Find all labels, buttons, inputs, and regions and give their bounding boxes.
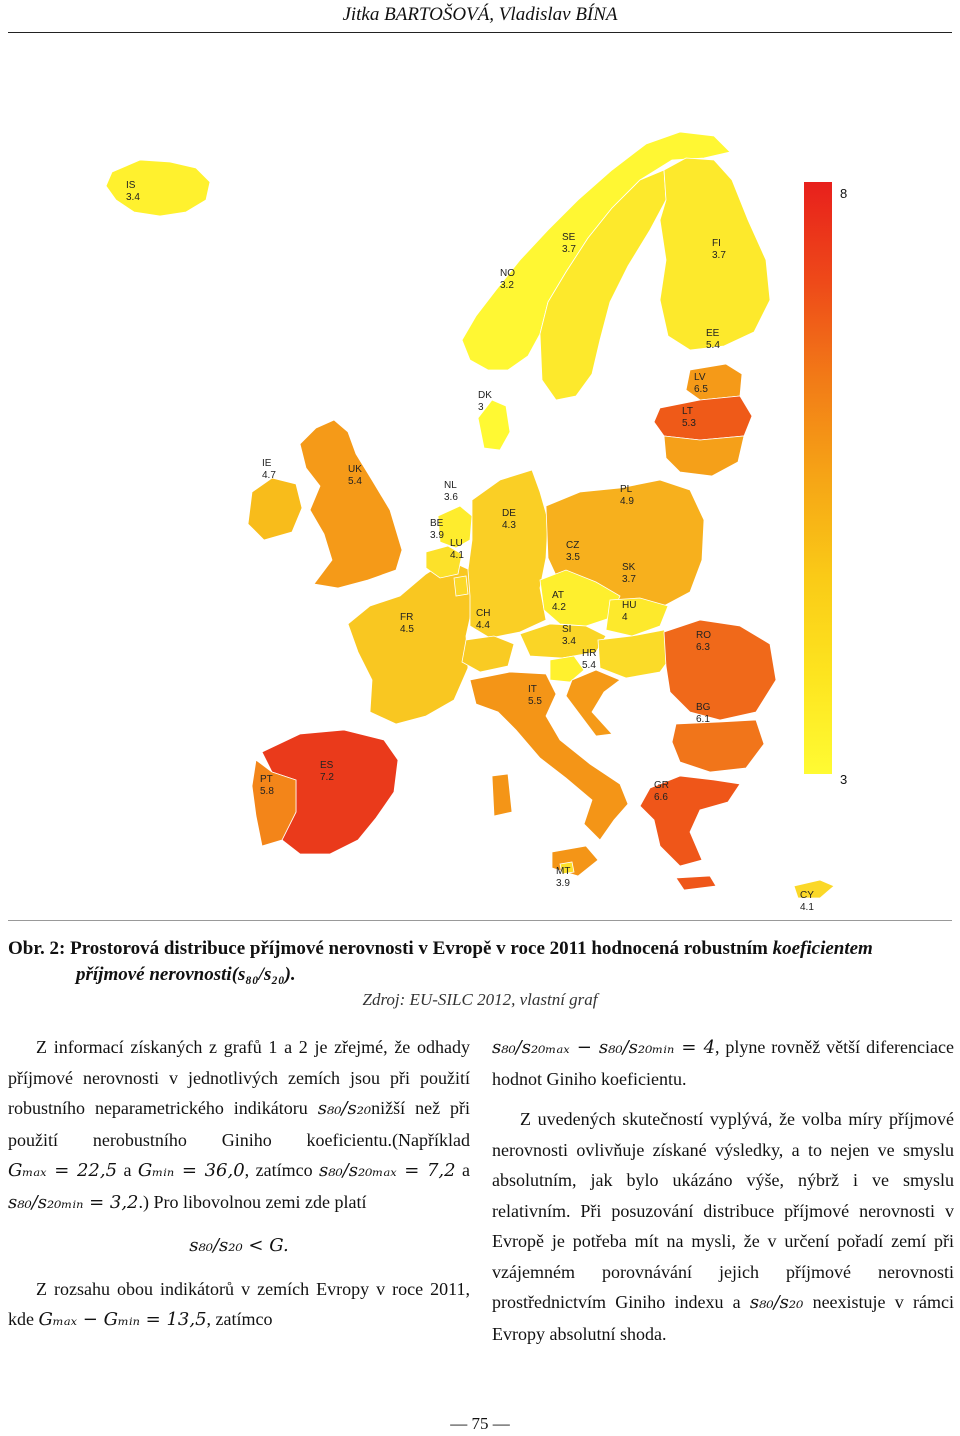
legend-max-label: 8 xyxy=(840,186,848,201)
label-EE xyxy=(706,328,720,351)
label-PT xyxy=(260,774,274,797)
text-run: a xyxy=(455,1160,471,1180)
label-IE xyxy=(262,458,276,481)
country-code-text: CY xyxy=(800,890,814,901)
country-code-text: EE xyxy=(706,328,720,339)
label-NO xyxy=(500,268,515,291)
country-value-text: 5.5 xyxy=(528,696,542,707)
figure-source: Zdroj: EU-SILC 2012, vlastní graf xyxy=(362,990,598,1009)
country-code-text: BE xyxy=(430,518,444,529)
country-code-text: DK xyxy=(478,390,492,401)
country-code-text: IS xyxy=(126,180,136,191)
country-code-text: NO xyxy=(500,268,515,279)
country-value-text: 4.1 xyxy=(800,902,814,913)
text-run: , plyne rovněž větší diferenciace hodnot Giniho koeficientu. xyxy=(492,1037,954,1089)
country-code-text: PL xyxy=(620,484,633,495)
country-code-text: UK xyxy=(348,464,362,475)
country-code-text: ES xyxy=(320,760,334,771)
label-RO xyxy=(696,630,711,653)
country-code-text: SK xyxy=(622,562,636,573)
math-ratio: s₈₀/s₂₀ xyxy=(317,1098,372,1119)
country-CH xyxy=(462,636,514,672)
country-value-text: 6.6 xyxy=(654,792,668,803)
country-value-text: 3.4 xyxy=(126,192,140,203)
label-MT xyxy=(556,866,570,889)
text-run: a xyxy=(117,1160,138,1180)
caption-ratio: (s₈₀/s₂₀). xyxy=(231,964,296,985)
label-DE xyxy=(502,508,516,531)
label-UK xyxy=(348,464,362,487)
label-HR xyxy=(582,648,596,671)
country-BG xyxy=(672,720,764,772)
country-value-text: 4 xyxy=(622,612,628,623)
country-code-text: AT xyxy=(552,590,565,601)
country-value-text: 6.1 xyxy=(696,714,710,725)
country-code-text: FR xyxy=(400,612,414,623)
country-value-text: 4.7 xyxy=(262,470,276,481)
math-ratio-range: s₈₀/s₂₀ₘₐₓ − s₈₀/s₂₀ₘᵢₙ = 4 xyxy=(492,1037,716,1058)
math-ratio-min: s₈₀/s₂₀ₘᵢₙ = 3,2 xyxy=(8,1191,139,1213)
country-value-text: 3.9 xyxy=(430,530,444,541)
country-HR xyxy=(566,670,620,736)
country-value-text: 7.2 xyxy=(320,772,334,783)
label-BE xyxy=(430,518,444,541)
country-value-text: 3.7 xyxy=(562,244,576,255)
text-run: .) Pro libovolnou zemi zde platí xyxy=(138,1191,367,1212)
country-code-text: FI xyxy=(712,238,721,249)
label-SK xyxy=(622,562,636,585)
legend-color-bar xyxy=(804,182,832,774)
country-code-text: HR xyxy=(582,648,597,659)
label-CY xyxy=(800,890,814,913)
label-ES xyxy=(320,760,334,783)
country-LT xyxy=(664,436,744,476)
country-value-text: 6.3 xyxy=(696,642,710,653)
math-gini-range: Gₘₐₓ − Gₘᵢₙ = 13,5 xyxy=(38,1309,207,1330)
country-value-text: 3.2 xyxy=(500,280,514,291)
country-code-text: SE xyxy=(562,232,576,243)
country-code-text: CZ xyxy=(566,540,580,551)
country-code-text: BG xyxy=(696,702,711,713)
country-value-text: 4.3 xyxy=(502,520,516,531)
country-code-text: IT xyxy=(528,684,537,695)
country-LU xyxy=(454,576,468,596)
country-code-text: LT xyxy=(682,406,693,417)
country-SK xyxy=(606,598,668,636)
label-BG xyxy=(696,702,711,725)
label-LU xyxy=(450,538,464,561)
country-value-text: 5.8 xyxy=(260,786,274,797)
math-ratio: s₈₀/s₂₀ xyxy=(749,1292,804,1313)
text-run: neexistuje v rámci Evropy absolutní shoda. xyxy=(492,1292,954,1344)
label-CH xyxy=(476,608,490,631)
country-code-text: DE xyxy=(502,508,516,519)
country-value-text: 5.4 xyxy=(706,340,720,351)
country-value-text: 3.9 xyxy=(556,878,570,889)
caption-line2: příjmové nerovnosti xyxy=(76,964,232,985)
country-IT xyxy=(470,672,628,876)
country-code-text: RO xyxy=(696,630,711,641)
country-code-text: GR xyxy=(654,780,669,791)
text-run: Z uvedených skutečností vyplývá, že volba míry příjmové nerovnosti ovlivňuje získané výsledky, a to nejen ve smyslu absolutním, jak bylo ukázáno výše, nýbrž i ve smyslu relativním. Při posuzování distribuce příjmové nerovnosti v Evropě je potřeba mít na mysli, že v určení pořadí zemí při vzájemném porovnávání jejich příjmové nerovnosti prostřednictvím Giniho indexu a xyxy=(492,1109,954,1312)
country-value-text: 3.7 xyxy=(622,574,636,585)
centered-inequality xyxy=(8,1230,470,1262)
country-code-text: SI xyxy=(562,624,572,635)
text-run: nižší než při použití nerobustního Giniho koeficientu.(Například xyxy=(8,1098,470,1150)
right-paragraph-2 xyxy=(492,1104,954,1349)
caption-italic-word: koeficientem xyxy=(772,938,873,959)
text-run: , zatímco xyxy=(244,1160,319,1180)
left-paragraph-1 xyxy=(8,1032,470,1218)
country-code-text: CH xyxy=(476,608,491,619)
country-value-text: 3.4 xyxy=(562,636,576,647)
label-CZ xyxy=(566,540,580,563)
math-inequality: s₈₀/s₂₀ < G. xyxy=(189,1235,289,1256)
label-FR xyxy=(400,612,414,635)
country-RO xyxy=(664,620,776,720)
right-paragraph-1 xyxy=(492,1032,954,1094)
left-paragraph-2 xyxy=(8,1274,470,1336)
figure-caption xyxy=(8,936,952,988)
label-GR xyxy=(654,780,669,803)
country-IE xyxy=(248,478,302,540)
country-value-text: 4.9 xyxy=(620,496,634,507)
legend-min-label: 3 xyxy=(840,772,848,787)
right-column xyxy=(492,1032,954,1349)
country-code-text: HU xyxy=(622,600,637,611)
country-code-text: IE xyxy=(262,458,272,469)
country-code-text: LU xyxy=(450,538,463,549)
country-value-text: 3.7 xyxy=(712,250,726,261)
country-code-text: MT xyxy=(556,866,571,877)
page-number: — 75 — xyxy=(450,1414,510,1433)
country-IS xyxy=(106,160,210,216)
left-column xyxy=(8,1032,470,1336)
math-ratio-max: s₈₀/s₂₀ₘₐₓ = 7,2 xyxy=(319,1160,456,1181)
europe-choropleth-map xyxy=(0,40,960,920)
country-value-text: 4.5 xyxy=(400,624,414,635)
country-value-text: 5.3 xyxy=(682,418,696,429)
text-run: Z rozsahu obou indikátorů v zemích Evropy v roce 2011, kde xyxy=(8,1278,470,1329)
country-code-text: NL xyxy=(444,480,457,491)
header-rule xyxy=(8,32,952,33)
country-value-text: 3.6 xyxy=(444,492,458,503)
country-value-text: 3.5 xyxy=(566,552,580,563)
country-value-text: 6.5 xyxy=(694,384,708,395)
country-value-text: 5.4 xyxy=(582,660,596,671)
text-run: , zatímco xyxy=(206,1309,273,1329)
label-PL xyxy=(620,484,634,507)
country-LV xyxy=(654,396,752,440)
label-NL xyxy=(444,480,458,503)
country-value-text: 4.2 xyxy=(552,602,566,613)
country-value-text: 3 xyxy=(478,402,484,413)
country-code-text: LV xyxy=(694,372,706,383)
label-SE xyxy=(562,232,576,255)
country-value-text: 4.4 xyxy=(476,620,490,631)
text-run: Z informací získaných z grafů 1 a 2 je zřejmé, že odhady příjmové nerovnosti v jednotlivých zemích jsou při použití robustního neparametrického indikátoru xyxy=(8,1037,470,1118)
math-gmax: Gₘₐₓ = 22,5 xyxy=(8,1160,118,1181)
country-value-text: 5.4 xyxy=(348,476,362,487)
country-UK xyxy=(300,420,402,588)
running-header: Jitka BARTOŠOVÁ, Vladislav BÍNA xyxy=(342,4,618,25)
math-gmin: Gₘᵢₙ = 36,0 xyxy=(137,1160,245,1181)
country-code-text: PT xyxy=(260,774,273,785)
country-value-text: 4.1 xyxy=(450,550,464,561)
caption-prefix: Obr. 2: Prostorová distribuce příjmové nerovnosti v Evropě v roce 2011 hodnocená robustním xyxy=(8,938,773,959)
